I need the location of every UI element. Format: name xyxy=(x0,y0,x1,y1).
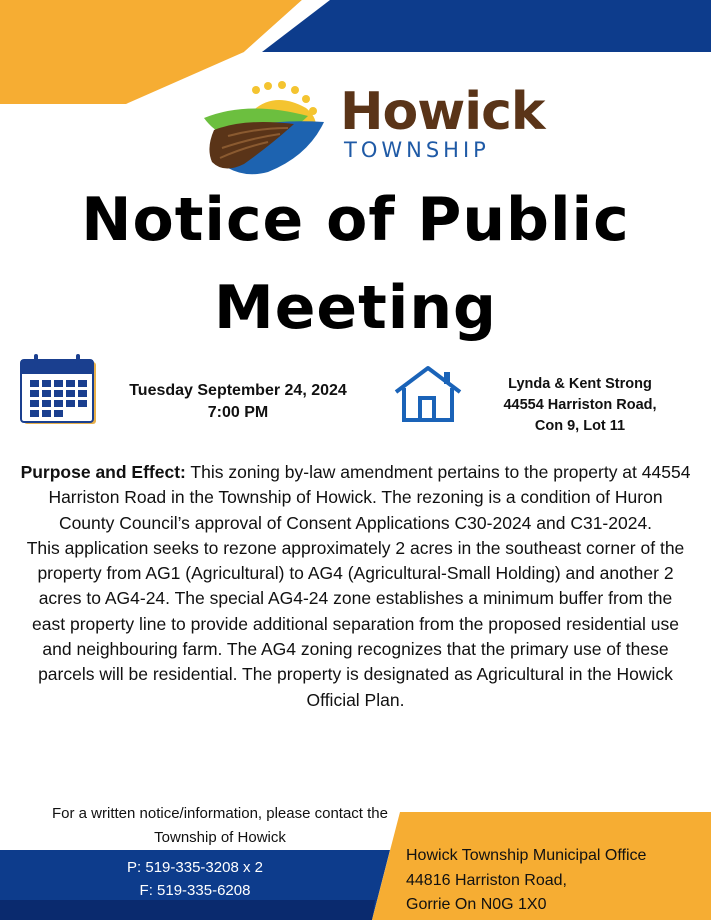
location-address: 44554 Harriston Road, xyxy=(503,397,657,413)
page-title-line2: Meeting xyxy=(213,273,497,343)
meeting-time: 7:00 PM xyxy=(207,404,269,421)
meeting-location xyxy=(470,374,690,437)
contact-phone: P: 519-335-3208 x 2 xyxy=(127,859,263,876)
location-lot: Con 9, Lot 11 xyxy=(534,418,626,434)
logo-subtitle: TOWNSHIP xyxy=(344,138,490,162)
meeting-datetime xyxy=(112,380,364,424)
calendar-icon xyxy=(18,352,100,426)
office-name: Howick Township Municipal Office xyxy=(406,847,647,864)
contact-info xyxy=(0,802,440,850)
office-address xyxy=(406,844,646,918)
office-city: Gorrie On N0G 1X0 xyxy=(406,896,547,913)
contact-numbers xyxy=(0,856,390,902)
bottom-left-blue-shadow xyxy=(0,900,375,920)
office-street: 44816 Harriston Road, xyxy=(406,871,567,889)
purpose-section xyxy=(20,460,691,713)
page-title-line1: Notice of Public xyxy=(81,185,630,255)
top-right-blue-shape xyxy=(262,0,711,52)
location-owner: Lynda & Kent Strong xyxy=(508,376,652,392)
house-icon xyxy=(392,364,464,424)
application-paragraph: This application seeks to rezone approximately 2 acres in the southeast corner of the property from AG1 (Agricultural) to AG4 (Agricultural-Small Holding) and another 2 acres to AG4-24. The special AG4-24 zone establishes a minimum buffer from the east property line to provide additional separation from the proposed residential use and neighbouring farm. The AG4 zoning recognizes that the primary use of these parcels will be residential. The property is designated as Agricultural in the Howick Official Plan. xyxy=(26,537,685,710)
purpose-paragraph xyxy=(20,460,691,536)
purpose-text: This zoning by-law amendment pertains to the property at 44554 Harriston Road in the Township of Howick. The rezoning is a condition of Huron County Council’s approval of Consent Applications C30-2024 and C31-2024. xyxy=(48,462,691,533)
logo-wordmark: Howick xyxy=(340,82,545,142)
purpose-label: Purpose and Effect: xyxy=(20,462,186,482)
contact-intro: For a written notice/information, please contact the xyxy=(51,805,388,822)
contact-org: Township of Howick xyxy=(154,829,286,846)
meeting-date: Tuesday September 24, 2024 xyxy=(129,382,347,399)
landscape-logo-icon xyxy=(198,78,330,180)
contact-fax: F: 519-335-6208 xyxy=(139,882,251,899)
